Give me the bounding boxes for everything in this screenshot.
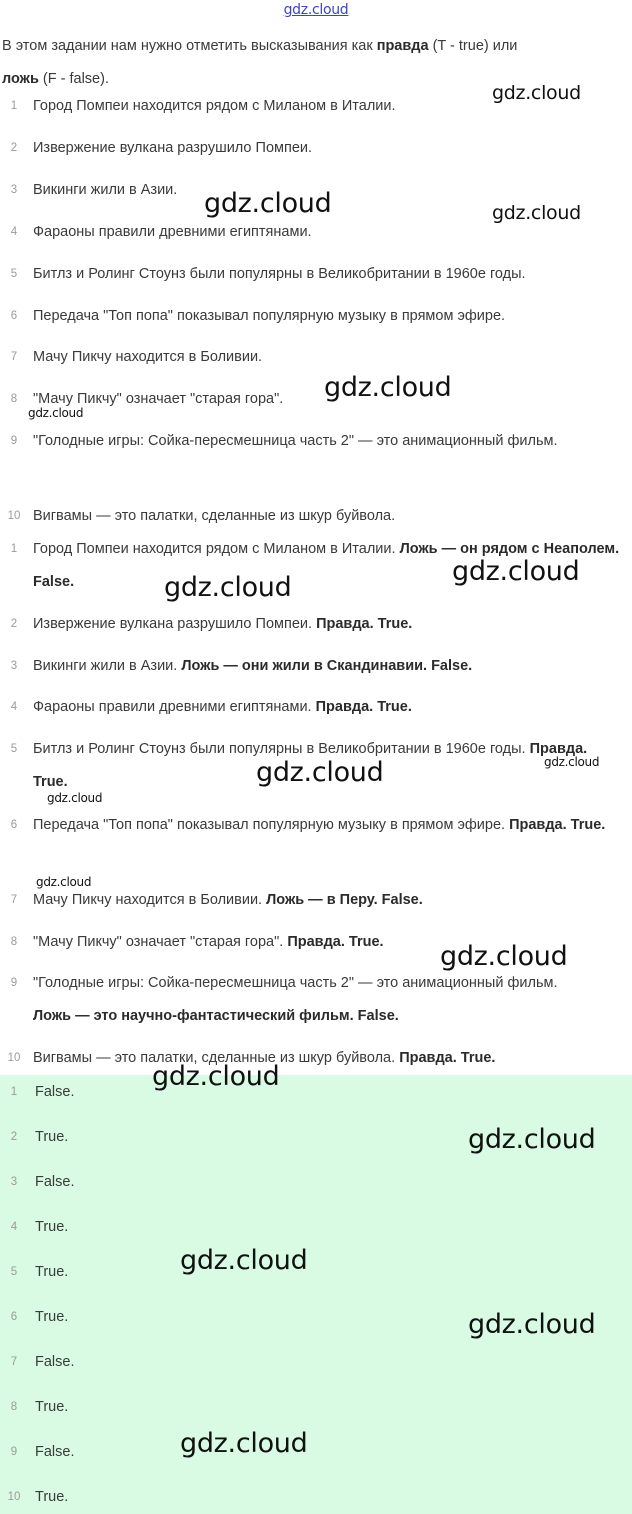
item-text <box>33 1042 624 1075</box>
item-number: 2 <box>10 618 18 630</box>
item-number: 9 <box>10 977 18 989</box>
answer-text: True. <box>35 1264 69 1280</box>
verdict-text: Ложь — это научно-фантастический фильм. False. <box>33 1008 399 1024</box>
intro-text: (F - false). <box>38 71 109 87</box>
item-number: 5 <box>10 1266 18 1278</box>
watermark: gdz.cloud <box>47 791 103 805</box>
item-number: 7 <box>10 1356 18 1368</box>
item-number: 4 <box>10 1221 18 1233</box>
item-text <box>33 967 590 1033</box>
item-number: 6 <box>10 819 18 831</box>
item-text <box>33 608 624 641</box>
statement-text: "Голодные игры: Сойка-пересмешница часть 2" — это анимационный фильм. <box>33 975 558 991</box>
intro-text: В этом задании нам нужно отметить высказывания как <box>2 38 377 54</box>
watermark: gdz.cloud <box>324 372 452 403</box>
answer-text: True. <box>35 1489 69 1505</box>
item-number: 7 <box>10 894 18 906</box>
watermark: gdz.cloud <box>452 556 580 587</box>
statement-text: Битлз и Ролинг Стоунз были популярны в Великобритании в 1960е годы. <box>33 741 530 757</box>
verdict-text: Ложь — он рядом с Неаполем. False. <box>33 541 620 590</box>
item-number: 4 <box>10 701 18 713</box>
watermark: gdz.cloud <box>204 188 332 219</box>
intro-true-word: правда <box>376 38 429 54</box>
item-text: "Мачу Пикчу" означает "старая гора". <box>33 391 284 407</box>
verdict-text: Ложь — в Перу. False. <box>266 892 423 908</box>
site-logo[interactable]: gdz.cloud <box>283 2 349 18</box>
item-text: Мачу Пикчу находится в Боливии. <box>33 349 263 365</box>
item-number: 3 <box>10 1176 18 1188</box>
statement-text: Передача "Топ попа" показывал популярную музыку в прямом эфире. <box>33 817 510 833</box>
watermark: gdz.cloud <box>152 1061 280 1092</box>
item-number: 1 <box>10 1086 18 1098</box>
item-number: 8 <box>10 936 18 948</box>
item-text <box>33 809 624 842</box>
item-number: 8 <box>10 1401 18 1413</box>
answer-text: True. <box>35 1399 69 1415</box>
item-text: Передача "Топ попа" показывал популярную музыку в прямом эфире. <box>33 308 506 324</box>
verdict-text: Правда. True. <box>399 1050 496 1066</box>
answer-text: False. <box>35 1174 75 1190</box>
watermark: gdz.cloud <box>492 82 581 104</box>
watermark: gdz.cloud <box>440 941 568 972</box>
statement-text: Мачу Пикчу находится в Боливии. <box>33 892 267 908</box>
item-text: Битлз и Ролинг Стоунз были популярны в Великобритании в 1960е годы. <box>33 266 526 282</box>
item-number: 10 <box>7 510 21 522</box>
item-number: 5 <box>10 743 18 755</box>
item-text: "Голодные игры: Сойка-пересмешница часть 2" — это анимационный фильм. <box>33 433 558 449</box>
item-number: 3 <box>10 184 18 196</box>
item-number: 2 <box>10 1131 18 1143</box>
item-text: Город Помпеи находится рядом с Миланом в Италии. <box>33 98 396 114</box>
watermark: gdz.cloud <box>180 1245 308 1276</box>
item-number: 1 <box>10 100 18 112</box>
item-number: 5 <box>10 268 18 280</box>
watermark: gdz.cloud <box>468 1124 596 1155</box>
item-text <box>33 650 624 683</box>
item-number: 1 <box>10 543 18 555</box>
item-number: 9 <box>10 435 18 447</box>
statement-text: Вигвамы — это палатки, сделанные из шкур буйвола. <box>33 1050 400 1066</box>
item-text: Вигвамы — это палатки, сделанные из шкур буйвола. <box>33 508 396 524</box>
answer-text: False. <box>35 1444 75 1460</box>
item-text: Викинги жили в Азии. <box>33 182 178 198</box>
item-number: 10 <box>7 1491 21 1503</box>
item-text <box>33 884 624 917</box>
verdict-text: Правда. True. <box>287 934 384 950</box>
watermark: gdz.cloud <box>28 406 84 420</box>
item-text: Извержение вулкана разрушило Помпеи. <box>33 140 313 156</box>
item-number: 2 <box>10 142 18 154</box>
item-text <box>33 691 624 724</box>
intro-text: (T - true) или <box>428 38 518 54</box>
item-text: Фараоны правили древними египтянами. <box>33 224 312 240</box>
answer-text: False. <box>35 1354 75 1370</box>
verdict-text: Ложь — они жили в Скандинавии. False. <box>181 658 473 674</box>
item-number: 6 <box>10 310 18 322</box>
item-number: 4 <box>10 226 18 238</box>
statement-text: "Мачу Пикчу" означает "старая гора". <box>33 934 288 950</box>
statement-text: Фараоны правили древними египтянами. <box>33 699 316 715</box>
intro-false-word: ложь <box>2 71 39 87</box>
item-number: 9 <box>10 1446 18 1458</box>
verdict-text: Правда. True. <box>509 817 606 833</box>
verdict-text: Правда. True. <box>33 741 588 790</box>
item-number: 3 <box>10 660 18 672</box>
watermark: gdz.cloud <box>492 202 581 224</box>
verdict-text: Правда. True. <box>315 699 412 715</box>
answer-text: True. <box>35 1309 69 1325</box>
watermark: gdz.cloud <box>36 875 92 889</box>
answer-text: True. <box>35 1129 69 1145</box>
item-number: 10 <box>7 1052 21 1064</box>
statement-text: Викинги жили в Азии. <box>33 658 182 674</box>
statement-text: Город Помпеи находится рядом с Миланом в Италии. <box>33 541 400 557</box>
watermark: gdz.cloud <box>256 757 384 788</box>
item-number: 7 <box>10 351 18 363</box>
item-number: 6 <box>10 1311 18 1323</box>
watermark: gdz.cloud <box>164 572 292 603</box>
watermark: gdz.cloud <box>544 755 600 769</box>
statement-text: Извержение вулкана разрушило Помпеи. <box>33 616 317 632</box>
answer-text: True. <box>35 1219 69 1235</box>
item-number: 8 <box>10 393 18 405</box>
answer-text: False. <box>35 1084 75 1100</box>
watermark: gdz.cloud <box>468 1309 596 1340</box>
watermark: gdz.cloud <box>180 1428 308 1459</box>
verdict-text: Правда. True. <box>316 616 413 632</box>
